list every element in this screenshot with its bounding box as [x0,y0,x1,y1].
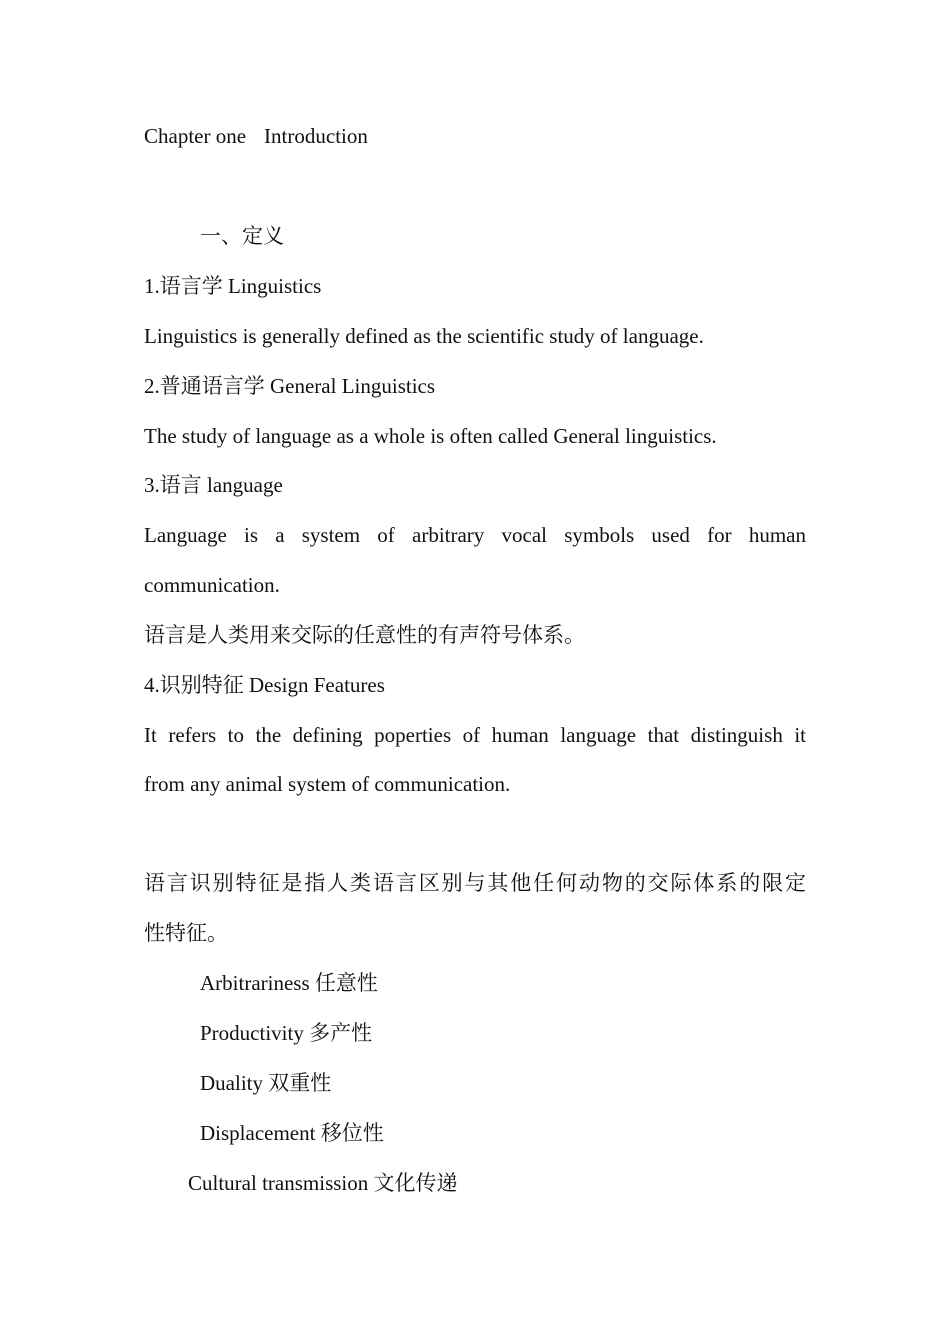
item-3-body-chinese: 语言是人类用来交际的任意性的有声符号体系。 [144,623,585,647]
feature-item: Arbitrariness 任意性 [200,971,378,995]
item-4-body-chinese-line-1: 语言识别特征是指人类语言区别与其他任何动物的交际体系的限定 [144,871,806,895]
item-4-heading: 4.识别特征 Design Features [144,673,385,697]
item-1-body: Linguistics is generally defined as the scientific study of language. [144,324,704,348]
item-2-heading: 2.普通语言学 General Linguistics [144,374,436,398]
item-3-body-line-1: Language is a system of arbitrary vocal symbols used for human [144,523,806,547]
item-4-body-chinese-line-2: 性特征。 [144,921,228,945]
chapter-label: Chapter one [144,124,247,148]
feature-item: Cultural transmission 文化传递 [188,1171,458,1195]
section-heading: 一、定义 [200,224,284,248]
chapter-title: Introduction [264,124,368,148]
feature-item: Duality 双重性 [200,1071,332,1095]
item-4-body-line-1: It refers to the defining poperties of human language that distinguish it [144,723,806,747]
feature-item: Productivity 多产性 [200,1021,373,1045]
item-2-body: The study of language as a whole is often called General linguistics. [144,424,717,448]
item-1-heading: 1.语言学 Linguistics [144,274,322,298]
item-3-heading: 3.语言 language [144,473,283,497]
feature-item: Displacement 移位性 [200,1121,384,1145]
item-3-body-line-2: communication. [144,573,280,597]
item-4-body-line-2: from any animal system of communication. [144,772,511,796]
chapter-heading [144,123,368,149]
